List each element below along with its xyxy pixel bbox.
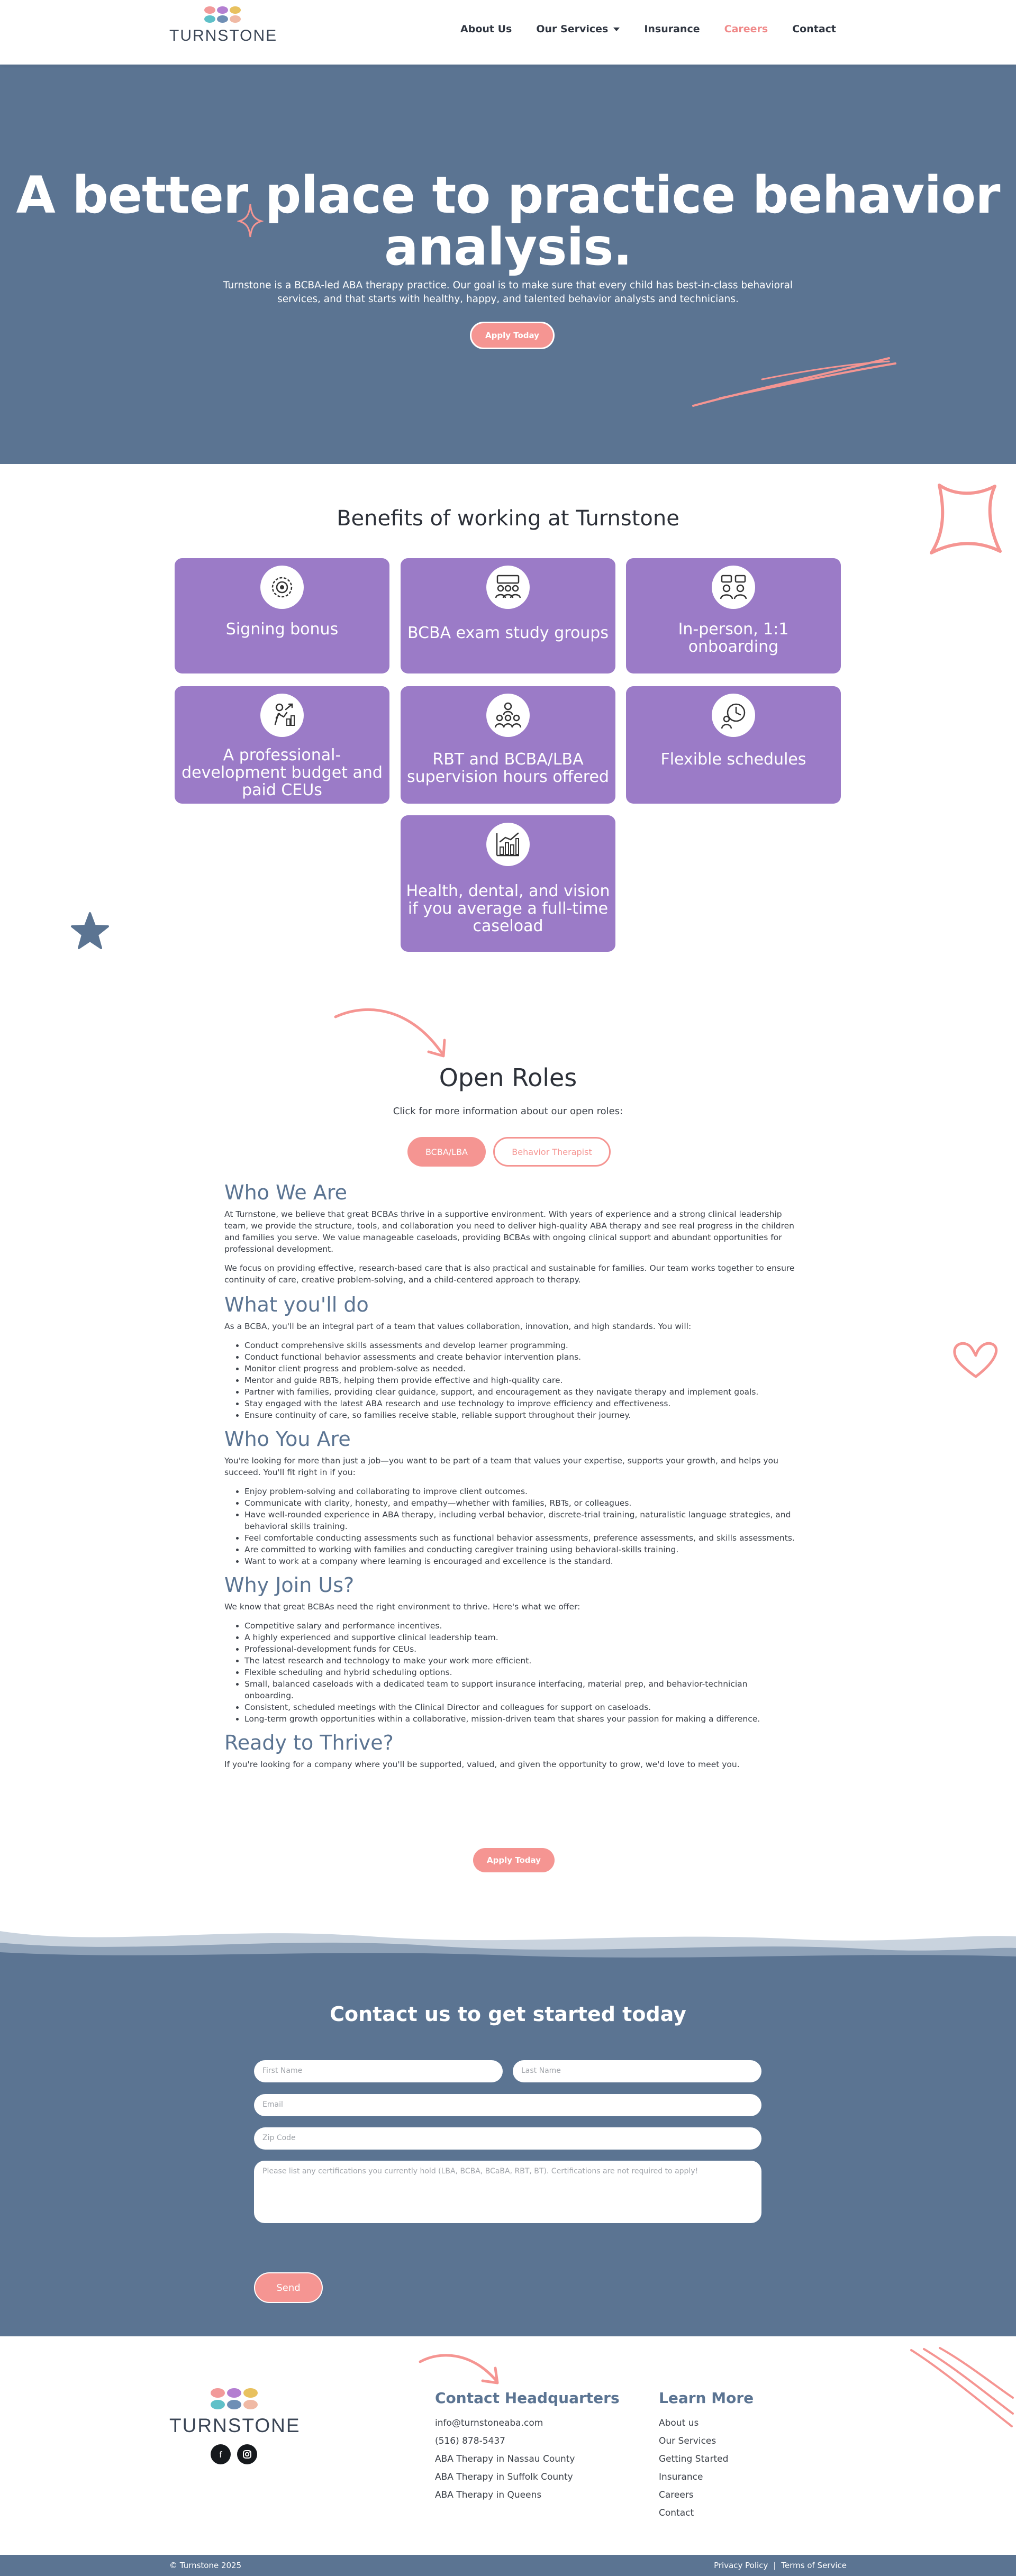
nav-our-services-label: Our Services — [536, 23, 609, 35]
list-item: • A highly experienced and supportive clinical leadership team. — [244, 1632, 795, 1643]
social-links — [169, 2444, 298, 2464]
contact-form-title: Contact us to get started today — [330, 2002, 686, 2026]
list-item: • Stay engaged with the latest ABA research and use technology to improve efficiency and effectiveness. — [244, 1398, 795, 1409]
section-heading: Who You Are — [224, 1427, 351, 1451]
section-heading: Ready to Thrive? — [224, 1731, 394, 1754]
benefit-label: A professional-development budget and paid CEUs — [182, 746, 383, 799]
benefit-card-onboarding — [626, 558, 841, 673]
instagram-icon[interactable] — [237, 2444, 257, 2464]
gear-coin-icon — [260, 566, 304, 609]
footer-suffolk-link[interactable]: ABA Therapy in Suffolk County — [435, 2472, 573, 2482]
site-header — [0, 0, 1016, 65]
section-paragraph: If you're looking for a company where you'll be supported, valued, and given the opportunity to grow, we'd love to meet you. — [224, 1760, 740, 1769]
supervision-team-icon — [486, 694, 530, 737]
section-paragraph: At Turnstone, we believe that great BCBAs thrive in a supportive environment. With years of experience and a strong clinical leadership team, we provide the structure, tools, and collaboration you need to deliver high-quality ABA therapy and see real progress in the children and families you serve. We value manageable caseloads, providing BCBAs with ongoing clinical support and abundant opportunities for professional development. — [224, 1209, 795, 1254]
list-item: • Monitor client progress and problem-solve as needed. — [244, 1363, 795, 1375]
email-field[interactable]: Email — [254, 2094, 761, 2116]
footer-queens-link[interactable]: ABA Therapy in Queens — [435, 2490, 542, 2500]
certifications-field[interactable]: Please list any certifications you currently hold (LBA, BCBA, BCaBA, RBT, BT). Certifications are not required to apply! — [254, 2161, 761, 2223]
footer-email-link[interactable]: info@turnstoneaba.com — [435, 2418, 543, 2428]
privacy-policy-link[interactable]: Privacy Policy — [714, 2561, 768, 2570]
benefit-label: In-person, 1:1 onboarding — [678, 620, 789, 656]
list-item: • Partner with families, providing clear guidance, support, and encouragement as they navigate therapy and implement goals. — [244, 1386, 795, 1398]
health-chart-icon — [486, 823, 530, 866]
bullet-list — [244, 1620, 795, 1725]
benefit-card-signing-bonus — [175, 558, 389, 673]
footer-contact-heading: Contact Headquarters — [435, 2389, 620, 2407]
list-item: • Are committed to working with families and conducting caregiver training using behavioral-skills training. — [244, 1544, 795, 1555]
logo-mark-icon — [203, 6, 241, 23]
nav-contact[interactable]: Contact — [792, 23, 836, 35]
section-paragraph: We know that great BCBAs need the right environment to thrive. Here's what we offer: — [224, 1602, 580, 1612]
scribble-lines-icon — [688, 348, 900, 411]
benefit-card-health-benefits — [401, 815, 615, 952]
footer-logo[interactable] — [169, 2388, 301, 2464]
list-item: • Small, balanced caseloads with a dedicated team to support insurance interfacing, material prep, and behavior-technician onboarding. — [244, 1678, 795, 1701]
footer-bottom-bar — [0, 2555, 1016, 2576]
open-roles-subtitle: Click for more information about our open roles: — [393, 1106, 623, 1117]
roles-apply-button[interactable]: Apply Today — [473, 1848, 555, 1872]
legal-links — [714, 2561, 847, 2570]
open-roles-section — [0, 995, 1016, 1926]
section-paragraph: You're looking for more than just a job—you want to be part of a team that values your expertise, supports your growth, and helps you succeed. You'll fit right in if you: — [224, 1456, 778, 1477]
list-item: • Conduct comprehensive skills assessments and develop learner programming. — [244, 1340, 795, 1351]
footer-learn-heading: Learn More — [659, 2389, 754, 2407]
section-paragraph: As a BCBA, you'll be an integral part of a team that values collaboration, innovation, and high standards. You will: — [224, 1322, 692, 1331]
last-name-field[interactable]: Last Name — [513, 2060, 761, 2082]
footer-careers-link[interactable]: Careers — [659, 2490, 694, 2500]
footer-contact-link[interactable]: Contact — [659, 2508, 694, 2518]
list-item: • Ensure continuity of care, so families receive stable, reliable support throughout their journey. — [244, 1409, 795, 1421]
footer-phone-link[interactable]: (516) 878-5437 — [435, 2436, 505, 2446]
nav-about-us[interactable]: About Us — [460, 23, 512, 35]
brand-name: TURNSTONE — [169, 2415, 301, 2436]
open-roles-title: Open Roles — [439, 1063, 577, 1092]
scribble-lines-icon — [908, 2347, 1014, 2432]
contact-form-section — [0, 1962, 1016, 2336]
site-footer — [0, 2336, 1016, 2555]
section-heading: Who We Are — [224, 1181, 347, 1204]
benefit-label: Flexible schedules — [660, 750, 806, 769]
list-item: • The latest research and technology to make your work more efficient. — [244, 1655, 795, 1667]
list-item: • Professional-development funds for CEUs. — [244, 1643, 795, 1655]
tab-bcba-lba[interactable]: BCBA/LBA — [407, 1137, 486, 1167]
bullet-list — [244, 1340, 795, 1421]
benefit-label: BCBA exam study groups — [407, 624, 609, 642]
blue-star-icon — [70, 911, 110, 951]
section-paragraph: We focus on providing effective, research-based care that is also practical and sustainable for families. Our team works together to ensure continuity of care, creative problem-solving, and a child-centered approach to therapy. — [224, 1263, 795, 1285]
nav-insurance[interactable]: Insurance — [644, 23, 700, 35]
logo-mark-icon — [210, 2388, 258, 2409]
benefit-card-supervision-hours — [401, 686, 615, 804]
chevron-down-icon — [613, 28, 620, 31]
brand-logo[interactable] — [169, 6, 278, 45]
list-item: • Feel comfortable conducting assessments such as functional behavior assessments, preference assessments, and skills assessments. — [244, 1532, 795, 1544]
role-description — [224, 1181, 795, 1778]
list-item: • Conduct functional behavior assessments and create behavior intervention plans. — [244, 1351, 795, 1363]
clock-person-icon — [712, 694, 755, 737]
tab-behavior-therapist[interactable]: Behavior Therapist — [493, 1137, 611, 1167]
footer-learn-column — [659, 2389, 754, 2522]
legal-separator: | — [773, 2561, 776, 2570]
list-item: • Long-term growth opportunities within a collaborative, mission-driven team that shares your passion for making a difference. — [244, 1713, 795, 1725]
list-item: • Communicate with clarity, honesty, and empathy—whether with families, RBTs, or colleagues. — [244, 1497, 795, 1509]
hero-apply-button[interactable]: Apply Today — [470, 322, 555, 349]
benefit-label: RBT and BCBA/LBA supervision hours offered — [407, 750, 609, 786]
zip-code-field[interactable]: Zip Code — [254, 2127, 761, 2150]
list-item: • Have well-rounded experience in ABA therapy, including verbal behavior, discrete-trial training, naturalistic language strategies, and behavioral skills training. — [244, 1509, 795, 1532]
group-study-icon — [486, 566, 530, 609]
footer-nassau-link[interactable]: ABA Therapy in Nassau County — [435, 2454, 575, 2464]
hero-description: Turnstone is a BCBA-led ABA therapy practice. Our goal is to make sure that every child has best-in-class behavioral services, and that starts with healthy, happy, and talented behavior analysts and technicians. — [223, 280, 793, 305]
curved-arrow-icon — [333, 1005, 450, 1063]
growth-person-icon — [260, 694, 304, 737]
main-nav — [460, 23, 836, 35]
list-item: • Want to work at a company where learning is encouraged and excellence is the standard. — [244, 1555, 795, 1567]
section-heading: What you'll do — [224, 1293, 369, 1316]
list-item: • Competitive salary and performance incentives. — [244, 1620, 795, 1632]
benefits-section — [0, 464, 1016, 995]
benefit-card-professional-development — [175, 686, 389, 804]
list-item: • Consistent, scheduled meetings with the Clinical Director and colleagues for support on caseloads. — [244, 1701, 795, 1713]
send-button[interactable]: Send — [254, 2272, 323, 2303]
footer-getting-started-link[interactable]: Getting Started — [659, 2454, 729, 2464]
nav-careers[interactable]: Careers — [724, 23, 768, 35]
footer-contact-column — [435, 2389, 620, 2504]
first-name-field[interactable]: First Name — [254, 2060, 503, 2082]
copyright-text: © Turnstone 2025 — [169, 2561, 242, 2570]
nav-our-services[interactable] — [536, 23, 620, 35]
footer-insurance-link[interactable]: Insurance — [659, 2472, 703, 2482]
bullet-list — [244, 1486, 795, 1567]
brand-name: TURNSTONE — [169, 27, 278, 44]
curved-arrow-icon — [418, 2346, 503, 2393]
list-item: • Mentor and guide RBTs, helping them provide effective and high-quality care. — [244, 1375, 795, 1386]
terms-of-service-link[interactable]: Terms of Service — [781, 2561, 847, 2570]
benefit-card-study-groups — [401, 558, 615, 673]
one-on-one-icon — [712, 566, 755, 609]
list-item: • Flexible scheduling and hybrid scheduling options. — [244, 1667, 795, 1678]
footer-about-link[interactable]: About us — [659, 2418, 699, 2428]
benefit-label: Signing bonus — [225, 620, 339, 639]
facebook-icon[interactable]: f — [211, 2444, 231, 2464]
footer-services-link[interactable]: Our Services — [659, 2436, 716, 2446]
benefit-label: Health, dental, and vision if you average a full-time caseload — [406, 882, 610, 935]
list-item: • Enjoy problem-solving and collaborating to improve client outcomes. — [244, 1486, 795, 1497]
wave-divider — [0, 1926, 1016, 1962]
section-heading: Why Join Us? — [224, 1573, 355, 1597]
benefits-title: Benefits of working at Turnstone — [337, 506, 679, 531]
benefit-card-flexible-schedules — [626, 686, 841, 804]
hero-section — [0, 65, 1016, 464]
heart-icon — [950, 1339, 1001, 1381]
hero-title: A better place to practice behavior analysis. — [16, 166, 1000, 277]
